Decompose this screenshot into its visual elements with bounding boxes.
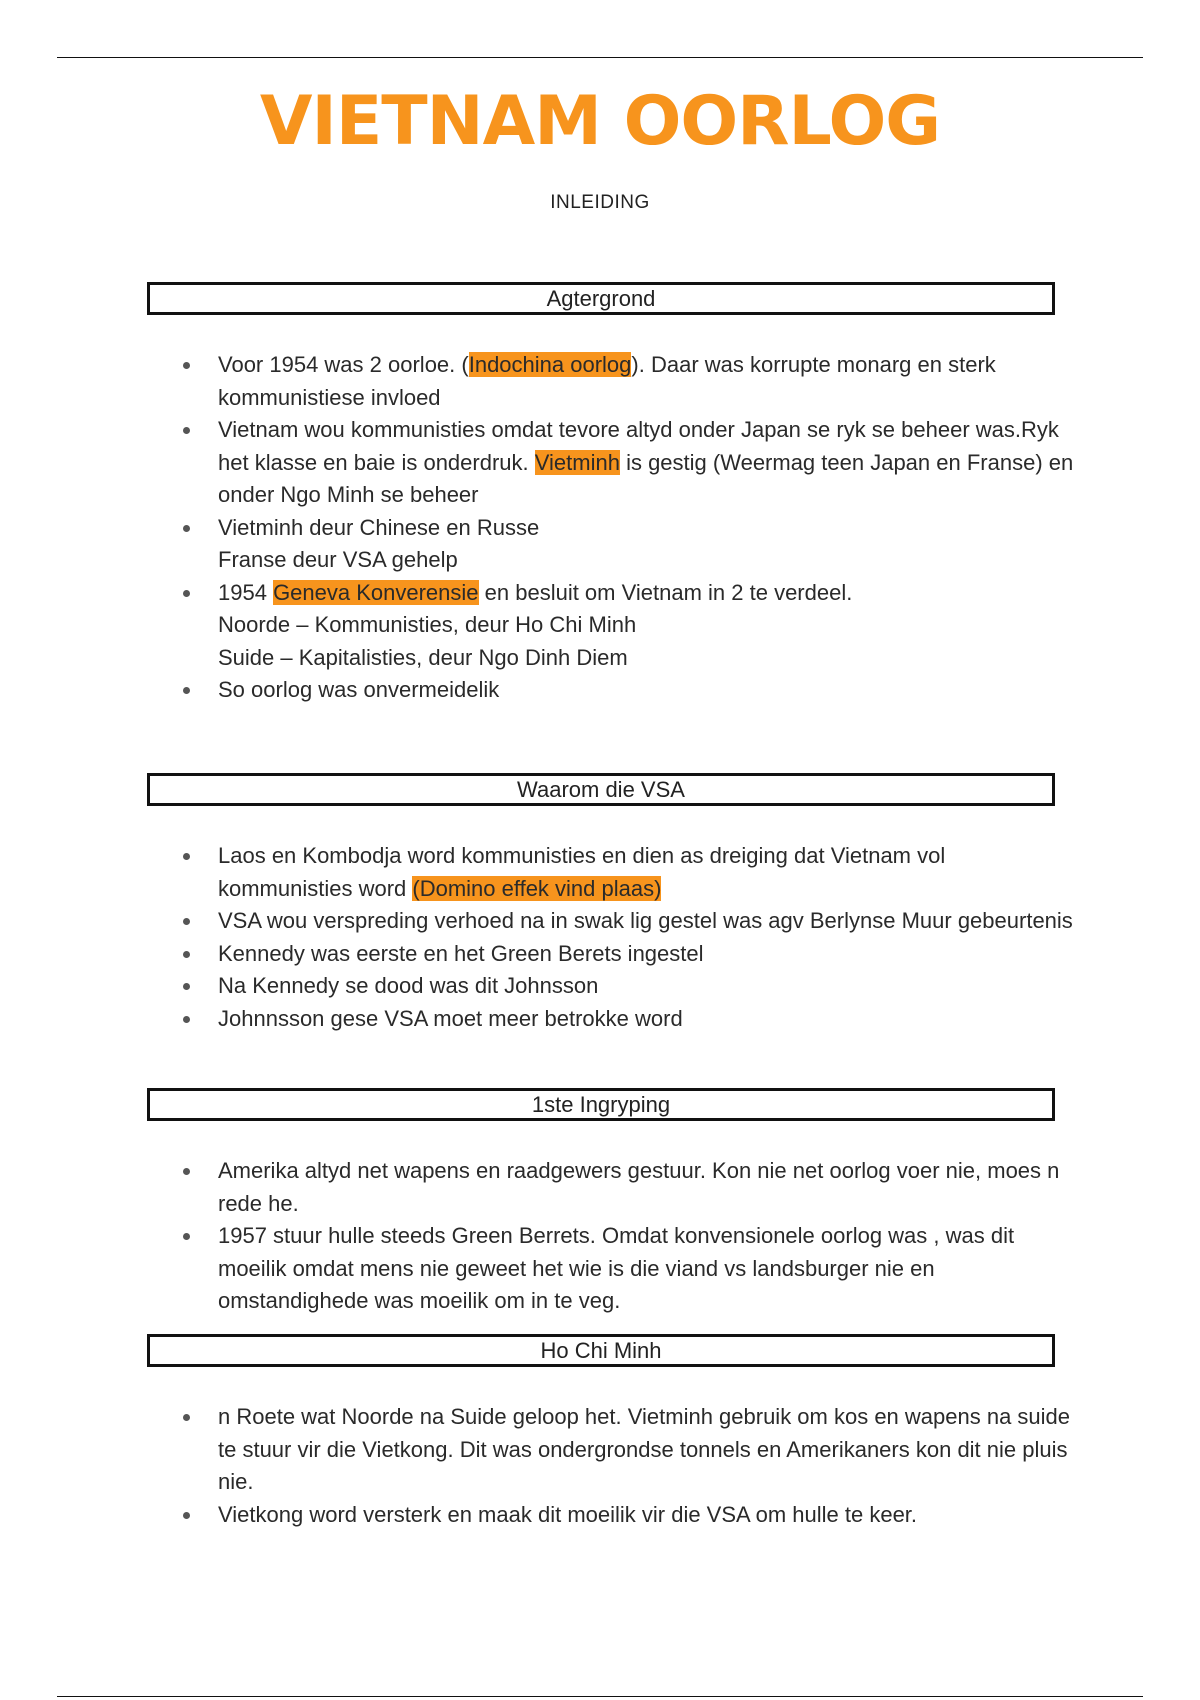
list-item xyxy=(178,1499,1078,1532)
list-item xyxy=(178,1401,1078,1499)
list-item xyxy=(178,674,1078,707)
bottom-rule xyxy=(57,1696,1143,1697)
list-item xyxy=(178,577,1078,675)
section-heading-1ste-ingryping: 1ste Ingryping xyxy=(147,1088,1055,1121)
top-rule xyxy=(57,57,1143,58)
item-text: Johnnsson gese VSA moet meer betrokke word xyxy=(218,1005,683,1031)
list-item xyxy=(178,512,1078,577)
item-text: Laos en Kombodja word kommunisties en dien as dreiging dat Vietnam vol kommunisties word xyxy=(218,843,946,901)
item-text: 1957 stuur hulle steeds Green Berrets. Omdat konvensionele oorlog was , was dit moeilik omdat mens nie geweet het wie is die viand vs landsburger nie en omstandighede was moeilik om in te veg. xyxy=(218,1223,1015,1313)
highlighted-term: Indochina oorlog xyxy=(468,352,632,377)
item-text: Amerika altyd net wapens en raadgewers gestuur. Kon nie net oorlog voer nie, moes n rede he. xyxy=(218,1158,1060,1216)
item-text: 1954 xyxy=(218,579,274,605)
highlighted-term: Vietminh xyxy=(534,449,620,475)
item-text: n Roete wat Noorde na Suide geloop het. Vietminh gebruik om kos en wapens na suide te stuur vir die Vietkong. Dit was ondergrondse tonnels en Amerikaners kon dit nie pluis nie. xyxy=(218,1404,1071,1494)
item-text: Vietnam wou kommunisties omdat tevore altyd onder Japan se ryk se beheer was.Ryk het klasse en baie is onderdruk. xyxy=(218,417,1059,475)
bullet-list-ho-chi-minh xyxy=(178,1401,1078,1531)
section-heading-ho-chi-minh: Ho Chi Minh xyxy=(147,1334,1055,1367)
page-title: VIETNAM OORLOG xyxy=(259,82,941,161)
item-text: is gestig (Weermag teen Japan en Franse) en onder Ngo Minh se beheer xyxy=(218,449,1074,507)
item-text: So oorlog was onvermeidelik xyxy=(218,677,500,702)
list-item xyxy=(178,905,1078,938)
bullet-list-1ste-ingryping xyxy=(178,1155,1078,1318)
list-item xyxy=(178,1155,1078,1220)
item-text: Vietkong word versterk en maak dit moeilik vir die VSA om hulle te keer. xyxy=(218,1501,918,1527)
item-text: Vietminh deur Chinese en Russe xyxy=(218,514,540,540)
section-heading-agtergrond: Agtergrond xyxy=(147,282,1055,315)
highlighted-term: (Domino effek vind plaas) xyxy=(412,875,662,901)
item-text: ). Daar was korrupte monarg en sterk kommunistiese invloed xyxy=(218,352,996,410)
section-heading-waarom-die-vsa: Waarom die VSA xyxy=(147,773,1055,806)
list-item xyxy=(178,938,1078,971)
bullet-list-agtergrond xyxy=(178,349,1078,707)
item-text: Noorde – Kommunisties, deur Ho Chi Minh xyxy=(218,612,637,637)
item-text: Franse deur VSA gehelp xyxy=(218,547,458,572)
item-text: Voor 1954 was 2 oorloe. ( xyxy=(218,352,469,377)
list-item xyxy=(178,349,1078,414)
list-item xyxy=(178,840,1078,905)
item-text: Suide – Kapitalisties, deur Ngo Dinh Diem xyxy=(218,644,628,670)
item-text: Na Kennedy se dood was dit Johnsson xyxy=(218,973,599,998)
list-item xyxy=(178,1003,1078,1036)
list-item xyxy=(178,970,1078,1003)
highlighted-term: Geneva Konverensie xyxy=(273,579,479,605)
list-item xyxy=(178,414,1078,512)
item-text: VSA wou verspreding verhoed na in swak lig gestel was agv Berlynse Muur gebeurtenis xyxy=(218,908,1073,933)
item-text: en besluit om Vietnam in 2 te verdeel. xyxy=(478,579,853,605)
bullet-list-waarom-die-vsa xyxy=(178,840,1078,1035)
page-subtitle: INLEIDING xyxy=(550,192,650,213)
list-item xyxy=(178,1220,1078,1318)
item-text: Kennedy was eerste en het Green Berets ingestel xyxy=(218,940,704,966)
